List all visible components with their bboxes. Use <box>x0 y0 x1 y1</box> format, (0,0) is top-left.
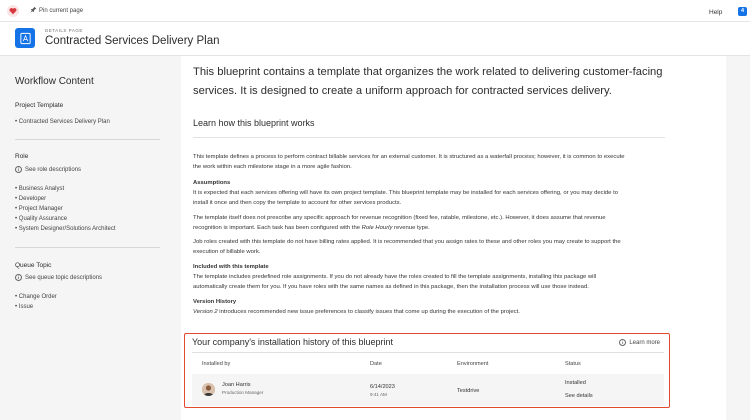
sidebar-title: Workflow Content <box>15 76 94 87</box>
install-date: 6/14/2023 <box>370 384 395 390</box>
list-item: • Contracted Services Delivery Plan <box>15 119 110 125</box>
list-item: • Change Order <box>15 294 57 300</box>
brand-logo-icon[interactable] <box>7 5 19 17</box>
avatar <box>202 383 215 396</box>
install-status: Installed <box>565 380 586 386</box>
pin-label: Pin current page <box>39 7 84 14</box>
list-item: • Quality Assurance <box>15 216 68 222</box>
table-row <box>192 374 664 406</box>
role-heading: Role <box>15 153 29 160</box>
info-icon: i <box>15 274 22 281</box>
learn-more-link[interactable]: i Learn more <box>619 339 660 346</box>
help-button[interactable]: Help <box>709 9 723 16</box>
installer-name: Joan Harris <box>222 382 251 388</box>
top-bar <box>0 0 750 22</box>
divider <box>193 137 665 138</box>
project-template-heading: Project Template <box>15 102 64 109</box>
see-queue-topic-descriptions-link[interactable]: i See queue topic descriptions <box>15 274 102 281</box>
billing-paragraph: Job roles created with this template do not have billing rates applied. It is recommended that you assign rates to these and other roles you may create to support the execution of billable work. <box>193 239 621 256</box>
install-environment: Testdrive <box>457 388 480 394</box>
see-details-link[interactable]: See details <box>565 393 593 399</box>
workflow-content-sidebar <box>0 55 175 420</box>
list-item: • System Designer/Solutions Architect <box>15 226 116 232</box>
included-paragraph: The template includes predefined role assignments. If you do not already have the roles created to fill the template assignments, installing this package will automatically create them for you. If you have roles with the same names as defined in this package, then the installation process will use those instead. <box>193 274 597 291</box>
pin-icon <box>30 6 37 15</box>
installation-history-panel <box>184 333 670 408</box>
install-time: 9:41 AM <box>370 392 387 397</box>
divider <box>192 352 664 353</box>
list-item: • Developer <box>15 196 47 202</box>
page-kicker: DETAILS PAGE <box>45 28 83 33</box>
column-header-environment: Environment <box>457 361 489 367</box>
description-paragraph: This template defines a process to perform contract billable services for an external customer. It is structured as a waterfall process; however, it is common to execute the work within each milestone stage in a more agile fashion. <box>193 154 625 171</box>
learn-heading: Learn how this blueprint works <box>193 118 315 128</box>
included-heading: Included with this template <box>193 264 269 270</box>
blueprint-icon <box>15 28 35 48</box>
installer-role: Production Manager <box>222 390 264 395</box>
list-item: • Project Manager <box>15 206 63 212</box>
divider <box>15 139 160 140</box>
list-item: • Business Analyst <box>15 186 65 192</box>
list-item: • Issue <box>15 304 34 310</box>
column-header-installed-by: Installed by <box>202 361 231 367</box>
pin-current-page-button[interactable] <box>30 6 83 15</box>
revenue-paragraph: The template itself does not prescribe any specific approach for revenue recognition (fixed fee, ratable, milestone, etc.). However, it does assume that revenue recognition is important. Each task has been configured with the Role Hourly revenue type. <box>193 215 606 232</box>
installation-history-title: Your company's installation history of this blueprint <box>192 337 393 347</box>
see-role-descriptions-link[interactable]: i See role descriptions <box>15 166 81 173</box>
page-header <box>0 22 750 52</box>
column-header-date: Date <box>370 361 382 367</box>
page-title: Contracted Services Delivery Plan <box>45 35 220 47</box>
notifications-badge[interactable]: 4 <box>738 7 747 16</box>
info-icon: i <box>15 166 22 173</box>
column-header-status: Status <box>565 361 581 367</box>
divider <box>15 247 160 248</box>
assumptions-heading: Assumptions <box>193 180 231 186</box>
blueprint-intro: This blueprint contains a template that organizes the work related to delivering customer-facing services. It is designed to create a uniform approach for contracted services delivery. <box>193 66 663 97</box>
assumptions-paragraph: It is expected that each services offering will have its own project template. This blueprint template may be installed for each services offering, or you may decide to install it once and then copy the template to account for other services products. <box>193 190 618 207</box>
info-icon: i <box>619 339 626 346</box>
queue-topic-heading: Queue Topic <box>15 262 52 269</box>
version-history-heading: Version History <box>193 299 237 305</box>
version-history-paragraph: Version 2 introduces recommended new issue preferences to classify issues that come up during the execution of the project. <box>193 309 520 315</box>
